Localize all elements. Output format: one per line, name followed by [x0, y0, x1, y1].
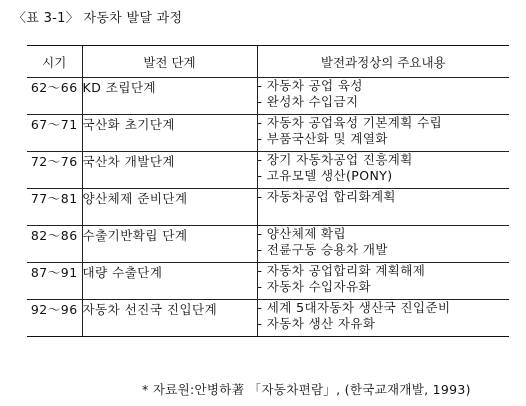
table-row	[27, 115, 509, 152]
period-cell: 82～86	[27, 226, 82, 263]
details-cell	[257, 189, 509, 226]
table-row	[27, 189, 509, 226]
detail-item: - 자동차 공업 육성	[257, 78, 363, 93]
details-cell	[257, 115, 509, 152]
header-row	[27, 46, 509, 78]
detail-item: - 장기 자동차공업 진흥계획	[257, 152, 413, 167]
detail-item: - 자동차 공업합리화 계획해제	[257, 263, 426, 278]
stage-cell: 국산화 초기단계	[82, 115, 257, 152]
details-cell	[257, 300, 509, 337]
stage-cell: KD 조립단계	[82, 78, 257, 115]
period-cell: 72～76	[27, 152, 82, 189]
detail-item: - 자동차 수입자유화	[257, 279, 371, 294]
details-cell	[257, 263, 509, 300]
detail-item: - 세계 5대자동차 생산국 진입준비	[257, 300, 451, 315]
source-note: * 자료원:안병하著 「자동차편람」, (한국교재개발, 1993)	[142, 382, 471, 397]
header-details: 발전과정상의 주요내용	[257, 46, 509, 78]
period-cell: 67～71	[27, 115, 82, 152]
header-stage: 발전 단계	[82, 46, 257, 78]
table-caption: 〈표 3-1〉 자동차 발달 과정	[13, 11, 183, 26]
detail-item: - 자동차공업 합리화계획	[257, 189, 396, 204]
detail-item: - 고유모델 생산(PONY)	[257, 168, 393, 183]
automobile-development-table	[27, 45, 509, 337]
table-body	[27, 78, 509, 337]
period-cell: 77～81	[27, 189, 82, 226]
table-row	[27, 226, 509, 263]
stage-cell: 국산차 개발단계	[82, 152, 257, 189]
detail-item: - 전륜구동 승용차 개발	[257, 242, 388, 257]
stage-cell: 양산체제 준비단계	[82, 189, 257, 226]
detail-item: - 자동차 공업육성 기본계획 수립	[257, 115, 443, 130]
header-period: 시기	[27, 46, 82, 78]
period-cell: 92～96	[27, 300, 82, 337]
stage-cell: 수출기반확립 단계	[82, 226, 257, 263]
details-cell	[257, 226, 509, 263]
table-row	[27, 300, 509, 337]
table-row	[27, 78, 509, 115]
detail-item: - 완성차 수입금지	[257, 94, 359, 109]
table-row	[27, 263, 509, 300]
detail-item: - 양산체제 확립	[257, 226, 347, 241]
period-cell: 62～66	[27, 78, 82, 115]
details-cell	[257, 78, 509, 115]
detail-item: - 부품국산화 및 계열화	[257, 131, 388, 146]
stage-cell: 대량 수출단계	[82, 263, 257, 300]
table-row	[27, 152, 509, 189]
detail-item: - 자동차 생산 자유화	[257, 316, 376, 331]
details-cell	[257, 152, 509, 189]
stage-cell: 자동차 선진국 진입단계	[82, 300, 257, 337]
period-cell: 87～91	[27, 263, 82, 300]
